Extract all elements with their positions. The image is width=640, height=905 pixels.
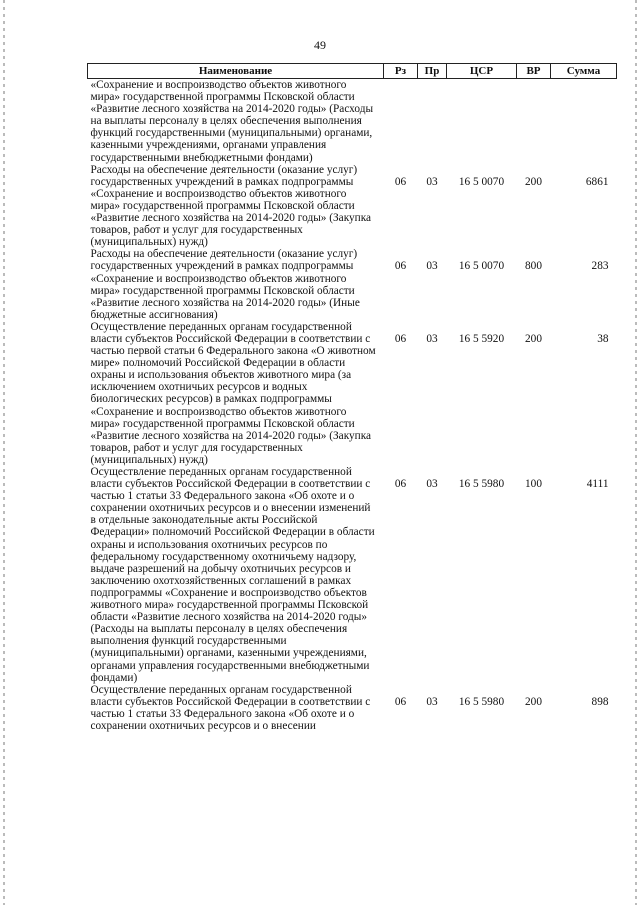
row-name: Расходы на обеспечение деятельности (оказание услуг) государственных учреждений в рамках подпрограммы «Сохранение и воспроизводство объектов животного мира» государственной программы Псковской области «Развитие лесного хозяйства на 2014-2020 годы» (Закупка товаров, работ и услуг для государственных (муниципальных) нужд)	[90, 163, 372, 249]
row-pr	[418, 79, 447, 164]
table-row	[88, 321, 617, 466]
header-name: Наименование	[88, 64, 384, 79]
budget-table	[87, 63, 617, 732]
row-rz: 06	[394, 175, 407, 188]
scan-edge-left	[3, 0, 5, 905]
row-name: Осуществление переданных органам государственной власти субъектов Российской Федерации в соответствии с частью первой статьи 6 Федерального закона «О животном мире» полномочий Российской Федерации в области охраны и использования объектов животного мира (за исключением охотничьих ресурсов и водных биологических ресурсов) в рамках подпрограммы «Сохранение и воспроизводство объектов животного мира» государственной программы Псковской области «Развитие лесного хозяйства на 2014-2020 годы» (Закупка товаров, работ и услуг для государственных (муниципальных) нужд)	[90, 320, 376, 466]
page-number: 49	[314, 38, 326, 52]
scan-edge-right	[635, 0, 637, 905]
header-vr: ВР	[517, 64, 551, 79]
row-sum: 898	[591, 695, 609, 708]
table-row	[88, 248, 617, 321]
header-sum: Сумма	[551, 64, 617, 79]
table-row	[88, 164, 617, 249]
row-rz	[384, 79, 418, 164]
header-csr: ЦСР	[447, 64, 517, 79]
row-csr: 16 5 5980	[458, 695, 505, 708]
row-csr: 16 5 0070	[458, 175, 505, 188]
row-name: Осуществление переданных органам государственной власти субъектов Российской Федерации в соответствии с частью 1 статьи 33 Федерального закона «Об охоте и о сохранении охотничьих ресурсов и о внесении изменений в отдельные законодательные акты Российской Федерации» полномочий Российской Федерации в области охраны и использования охотничьих ресурсов по федеральному государственному охотничьему надзору, выдаче разрешений на добычу охотничьих ресурсов и заключению охотхозяйственных соглашений в рамках подпрограммы «Сохранение и воспроизводство объектов животного мира» государственной программы Псковской области «Развитие лесного хозяйства на 2014-2020 годы» (Расходы на выплаты персоналу в целях обеспечения выполнения функций государственными (муниципальными) органами, казенными учреждениями, органами управления государственными внебюджетными фондами)	[90, 466, 375, 684]
row-sum: 38	[597, 332, 609, 345]
row-rz: 06	[394, 478, 407, 490]
row-vr: 200	[525, 175, 542, 188]
header-rz: Рз	[384, 64, 418, 79]
row-vr	[517, 79, 551, 164]
row-sum: 6861	[585, 175, 609, 188]
row-csr: 16 5 5980	[458, 478, 505, 490]
row-rz: 06	[394, 332, 407, 345]
row-pr: 03	[426, 695, 438, 708]
row-pr: 03	[426, 175, 438, 188]
row-csr: 16 5 5920	[458, 332, 505, 345]
table-row	[88, 466, 617, 684]
table-row	[88, 684, 617, 732]
table-header-row	[88, 64, 617, 79]
row-sum: 4111	[586, 478, 609, 490]
row-vr: 200	[525, 695, 542, 708]
row-name: «Сохранение и воспроизводство объектов животного мира» государственной программы Псковской области «Развитие лесного хозяйства на 2014-2020 годы» (Расходы на выплаты персоналу в целях обеспечения выполнения функций государственными (муниципальными) органами, казенными учреждениями, органами управления государственными внебюджетными фондами)	[90, 79, 374, 164]
row-rz: 06	[394, 260, 407, 273]
row-csr: 16 5 0070	[458, 260, 505, 273]
row-sum	[551, 79, 617, 164]
row-pr: 03	[426, 260, 438, 273]
row-vr: 100	[525, 478, 542, 490]
row-rz: 06	[394, 695, 407, 708]
row-vr: 200	[525, 332, 542, 345]
row-sum: 283	[591, 260, 609, 273]
table-row	[88, 79, 617, 164]
row-name: Осуществление переданных органам государственной власти субъектов Российской Федерации в соответствии с частью 1 статьи 33 Федерального закона «Об охоте и о сохранении охотничьих ресурсов и о внесении	[90, 683, 371, 732]
row-name: Расходы на обеспечение деятельности (оказание услуг) государственных учреждений в рамках подпрограммы «Сохранение и воспроизводство объектов животного мира» государственной программы Псковской области «Развитие лесного хозяйства на 2014-2020 годы» (Иные бюджетные ассигнования)	[90, 248, 360, 321]
row-vr: 800	[525, 260, 542, 273]
row-pr: 03	[426, 478, 438, 490]
row-pr: 03	[426, 332, 438, 345]
header-pr: Пр	[418, 64, 447, 79]
row-csr	[447, 79, 517, 164]
